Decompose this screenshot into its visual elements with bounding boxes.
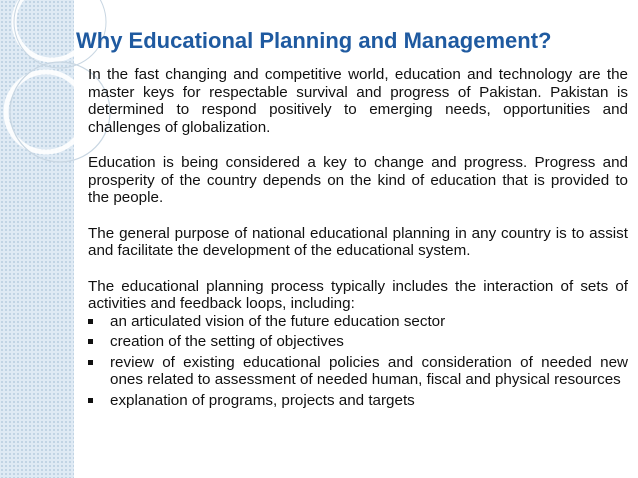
bullet-text: review of existing educational policies and consideration of needed new ones related to assessment of needed human, fiscal and physical resources	[110, 353, 628, 388]
paragraph-education-key: Education is being considered a key to change and progress. Progress and prosperity of the country depends on the kind of education that is provided to the people.	[88, 154, 628, 206]
slide-title: Why Educational Planning and Management?	[76, 28, 552, 53]
square-bullet-icon	[88, 360, 93, 365]
bullet-text: explanation of programs, projects and targets	[110, 391, 415, 409]
bullet-item	[88, 392, 628, 410]
bullet-text: an articulated vision of the future education sector	[110, 312, 446, 330]
slide-body	[88, 66, 628, 412]
bullet-item	[88, 313, 628, 331]
square-bullet-icon	[88, 319, 93, 324]
square-bullet-icon	[88, 398, 93, 403]
bullet-item	[88, 354, 628, 389]
square-bullet-icon	[88, 339, 93, 344]
bullet-text: creation of the setting of objectives	[110, 333, 344, 350]
bullet-item	[88, 333, 628, 351]
paragraph-general-purpose: The general purpose of national educational planning in any country is to assist and facilitate the development of the educational system.	[88, 224, 628, 259]
bullet-list	[88, 313, 628, 410]
paragraph-planning-process: The educational planning process typically includes the interaction of sets of activities and feedback loops, including:	[88, 277, 628, 312]
paragraph-globalization: In the fast changing and competitive world, education and technology are the master keys for respectable survival and progress of Pakistan. Pakistan is determined to respond positively to emerging needs, opportunities and challenges of globalization.	[88, 66, 628, 136]
